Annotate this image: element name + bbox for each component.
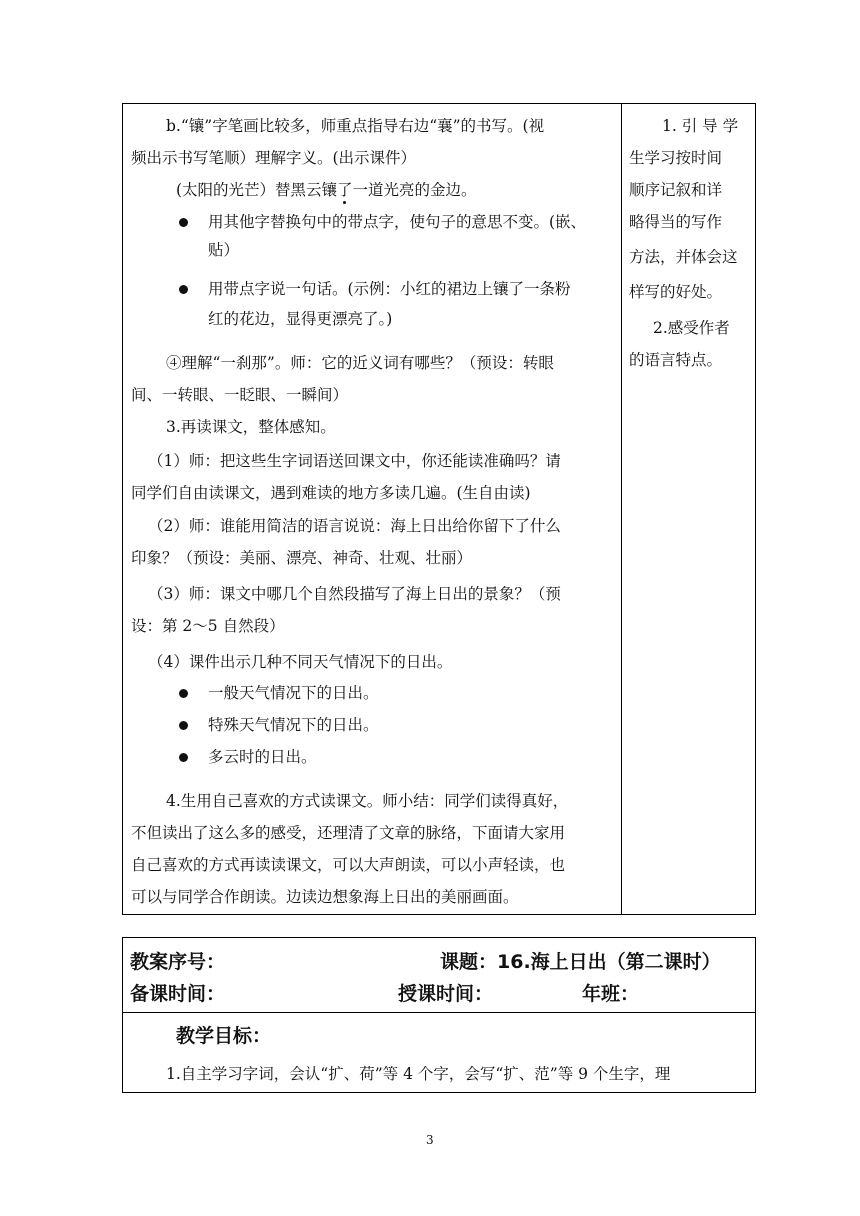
lesson-topic: 课题：16.海上日出（第二课时） bbox=[440, 951, 721, 973]
body-line: 频出示书写笔顺）理解字义。(出示课件） bbox=[131, 149, 417, 167]
intent-line: 方法，并体会这 bbox=[629, 248, 738, 266]
intent-line: 样写的好处。 bbox=[629, 283, 723, 301]
table1-top-border bbox=[122, 103, 755, 104]
body-line: (太阳的光芒）替黑云镶了一道光亮的金边。 bbox=[176, 181, 477, 199]
emphasis-dot bbox=[343, 201, 346, 204]
body-line: 自己喜欢的方式再读读课文，可以大声朗读，可以小声轻读，也 bbox=[131, 856, 566, 874]
body-line: 一般天气情况下的日出。 bbox=[208, 684, 379, 702]
table2-row-divider bbox=[122, 1012, 755, 1013]
body-line: 3.再读课文，整体感知。 bbox=[166, 418, 336, 436]
bullet-icon bbox=[179, 689, 188, 698]
table1-bottom-border bbox=[122, 914, 755, 915]
body-line: （3）师：课文中哪几个自然段描写了海上日出的景象？（预 bbox=[148, 585, 561, 603]
body-line: ④理解“一刹那”。师：它的近义词有哪些？（预设：转眼 bbox=[166, 354, 554, 372]
body-line: （4）课件出示几种不同天气情况下的日出。 bbox=[148, 653, 453, 671]
body-line: 印象？（预设：美丽、漂亮、神奇、壮观、壮丽） bbox=[131, 549, 473, 567]
objectives-title: 教学目标： bbox=[176, 1025, 272, 1047]
table1-left-border bbox=[122, 103, 123, 915]
bullet-icon bbox=[179, 753, 188, 762]
class-label: 年班： bbox=[582, 983, 640, 1005]
intent-line: 略得当的写作 bbox=[629, 213, 723, 231]
body-line: 红的花边，显得更漂亮了。) bbox=[208, 310, 393, 328]
body-line: 贴） bbox=[208, 241, 240, 259]
body-line: 同学们自由读课文，遇到难读的地方多读几遍。(生自由读) bbox=[131, 484, 531, 502]
body-line: 特殊天气情况下的日出。 bbox=[208, 716, 379, 734]
bullet-icon bbox=[179, 218, 188, 227]
table2-left-border bbox=[122, 937, 123, 1093]
table1-right-border bbox=[755, 103, 756, 915]
body-line: （2）师：谁能用简洁的语言说说：海上日出给你留下了什么 bbox=[148, 517, 561, 535]
table2-right-border bbox=[755, 937, 756, 1093]
body-line: b.“镶”字笔画比较多，师重点指导右边“襄”的书写。(视 bbox=[166, 117, 545, 135]
table1-divider bbox=[621, 103, 622, 915]
intent-line: 的语言特点。 bbox=[629, 351, 723, 369]
table2-bottom-border bbox=[122, 1092, 755, 1093]
intent-line: 生学习按时间 bbox=[629, 149, 723, 167]
lesson-number-label: 教案序号： bbox=[130, 951, 226, 973]
intent-line: 2.感受作者 bbox=[653, 319, 730, 337]
body-line: 可以与同学合作朗读。边读边想象海上日出的美丽画面。 bbox=[131, 888, 519, 906]
bullet-icon bbox=[179, 285, 188, 294]
body-line: 设：第 2～5 自然段） bbox=[131, 617, 285, 635]
body-line: 多云时的日出。 bbox=[208, 748, 317, 766]
teach-time-label: 授课时间： bbox=[398, 983, 494, 1005]
body-line: 用其他字替换句中的带点字，使句子的意思不变。(嵌、 bbox=[208, 213, 587, 231]
body-line: （1）师：把这些生字词语送回课文中，你还能读准确吗？请 bbox=[148, 452, 561, 470]
body-line: 4.生用自己喜欢的方式读课文。师小结：同学们读得真好， bbox=[166, 792, 569, 810]
body-line: 用带点字说一句话。(示例：小红的裙边上镶了一条粉 bbox=[208, 280, 571, 298]
body-line: 间、一转眼、一眨眼、一瞬间） bbox=[131, 386, 349, 404]
prep-time-label: 备课时间： bbox=[130, 983, 226, 1005]
intent-line: 顺序记叙和详 bbox=[629, 181, 723, 199]
intent-line: 1. 引 导 学 bbox=[662, 117, 739, 135]
objective-line: 1.自主学习字词，会认“扩、荷”等 4 个字，会写“扩、范”等 9 个生字，理 bbox=[166, 1065, 671, 1083]
body-line: 不但读出了这么多的感受，还理清了文章的脉络，下面请大家用 bbox=[131, 824, 566, 842]
table2-top-border bbox=[122, 937, 755, 938]
page-number: 3 bbox=[426, 1133, 434, 1147]
bullet-icon bbox=[179, 721, 188, 730]
